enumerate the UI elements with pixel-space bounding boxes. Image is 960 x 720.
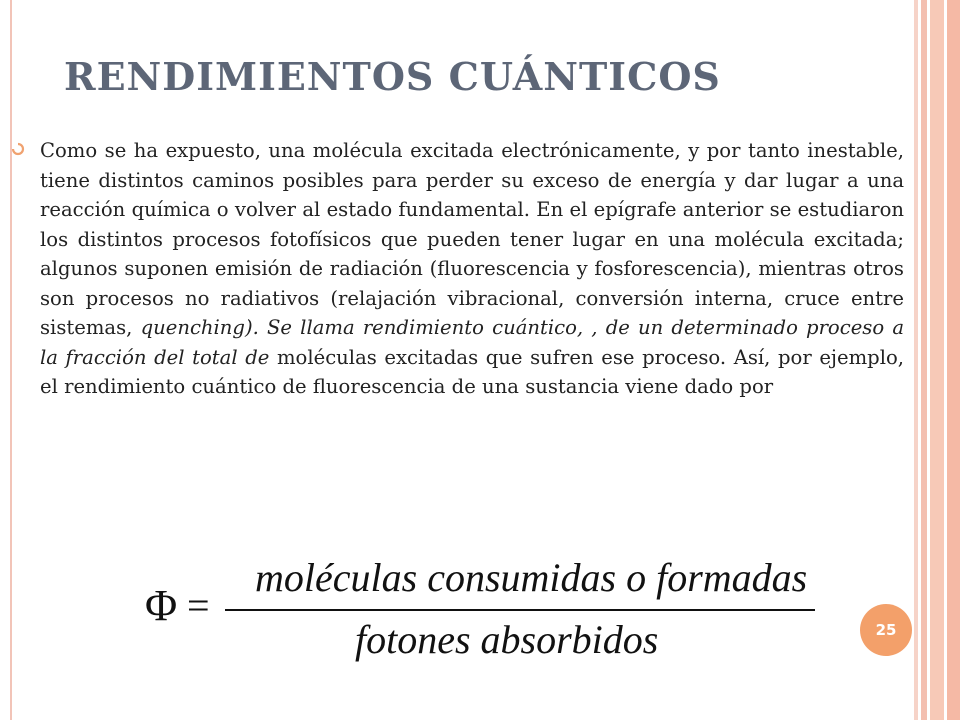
decorative-stripes	[914, 0, 960, 720]
page-number-badge: 25	[860, 604, 912, 656]
equals-sign: =	[187, 583, 210, 628]
body-paragraph	[40, 136, 904, 402]
body-text-italic: quenching). Se llama rendimiento cuántico, , de un determinado proceso a la fracción del total de	[40, 316, 904, 369]
bullet-icon	[10, 141, 26, 157]
formula-numerator: moléculas consumidas o formadas	[255, 555, 808, 600]
left-border-line	[10, 0, 12, 720]
phi-symbol: Φ	[145, 581, 178, 630]
fraction-line	[225, 609, 815, 611]
body-text-part-1: Como se ha expuesto, una molécula excitada electrónicamente, y por tanto inestable, tiene distintos caminos posibles para perder su exceso de energía y dar lugar a una reacción química o volver al estado fundamental. En el epígrafe anterior se estudiaron los distintos procesos fotofísicos que pueden tener lugar en una molécula excitada; algunos suponen emisión de radiación (fluorescencia y fosforescencia), mientras otros son procesos no radiativos (relajación vibracional, conversión interna, cruce entre sistemas,	[40, 139, 904, 339]
quantum-yield-formula	[145, 555, 825, 670]
slide-title: RENDIMIENTOS CUÁNTICOS	[64, 54, 721, 99]
body-text-part-2: moléculas excitadas que sufren ese proceso. Así, por ejemplo, el rendimiento cuántico de fluorescencia de una sustancia viene dado por	[40, 345, 905, 398]
formula-denominator: fotones absorbidos	[355, 617, 659, 662]
